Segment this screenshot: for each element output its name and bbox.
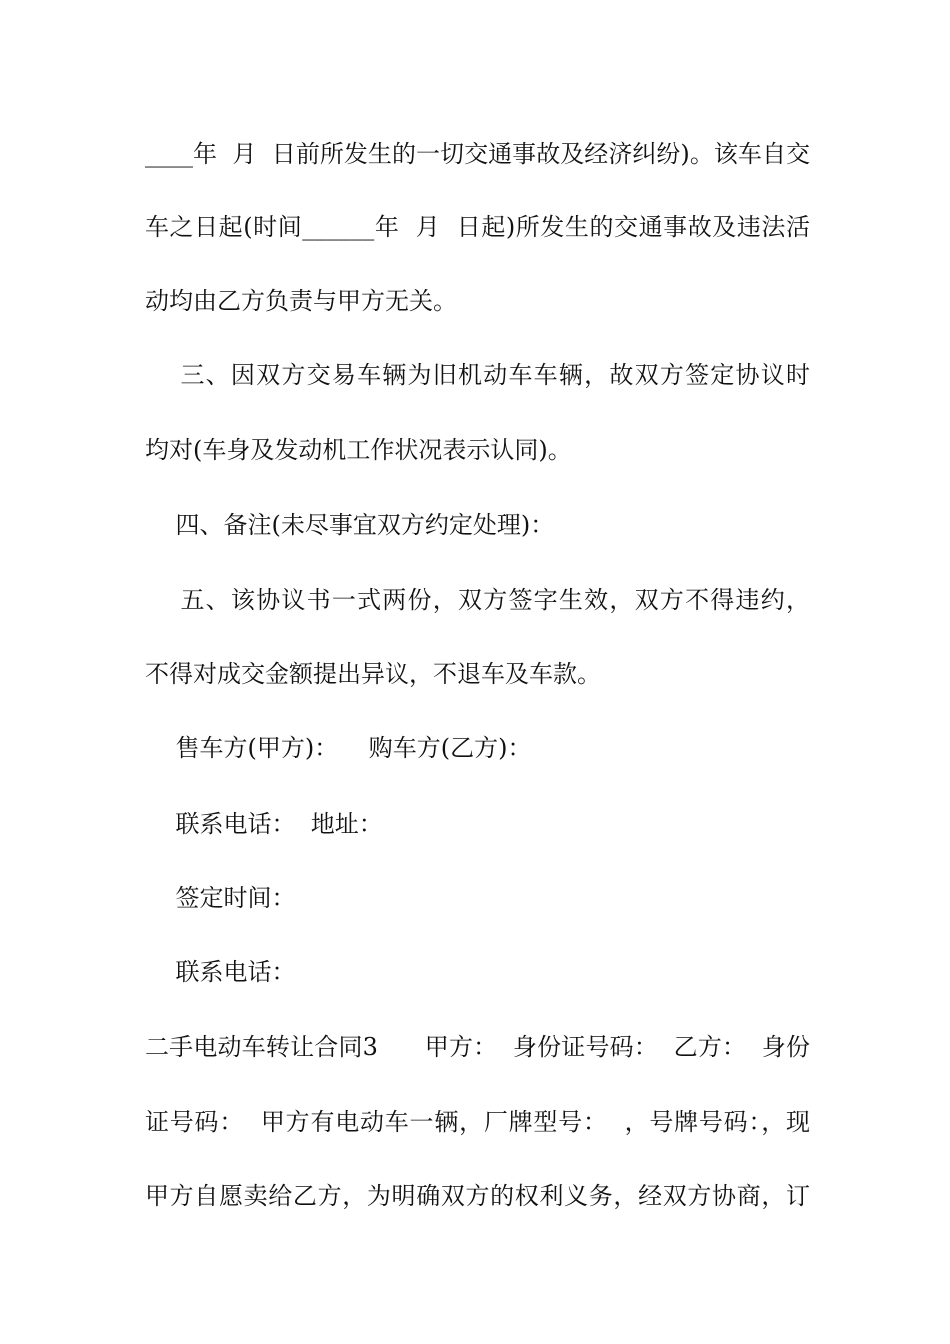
text-line: 四、备注(未尽事宜双方约定处理)：	[145, 511, 555, 539]
text-line: 不得对成交金额提出异议，不退车及车款。	[145, 660, 601, 688]
text-line: ____年 月 日前所发生的一切交通事故及经济纠纷)。该车自交	[145, 140, 810, 168]
text-line: 均对(车身及发动机工作状况表示认同)。	[145, 436, 572, 464]
text-line: 动均由乙方负责与甲方无关。	[145, 287, 457, 315]
text-line: 证号码： 甲方有电动车一辆，厂牌型号： ，号牌号码：，现	[145, 1108, 810, 1136]
text-line: 五、该协议书一式两份，双方签字生效，双方不得违约，	[145, 586, 810, 614]
text-line: 三、因双方交易车辆为旧机动车车辆，故双方签定协议时	[145, 361, 810, 389]
section-heading-line: 二手电动车转让合同3 甲方： 身份证号码： 乙方： 身份	[145, 1033, 810, 1061]
signature-line-contact: 联系电话： 地址：	[145, 810, 383, 838]
signature-line-phone: 联系电话：	[145, 958, 296, 986]
signature-line-parties: 售车方(甲方)： 购车方(乙方)：	[145, 734, 532, 762]
text-line: 车之日起(时间______年 月 日起)所发生的交通事故及违法活	[145, 213, 810, 241]
text-line: 甲方自愿卖给乙方，为明确双方的权利义务，经双方协商，订	[145, 1182, 810, 1210]
signature-line-date: 签定时间：	[145, 884, 296, 912]
